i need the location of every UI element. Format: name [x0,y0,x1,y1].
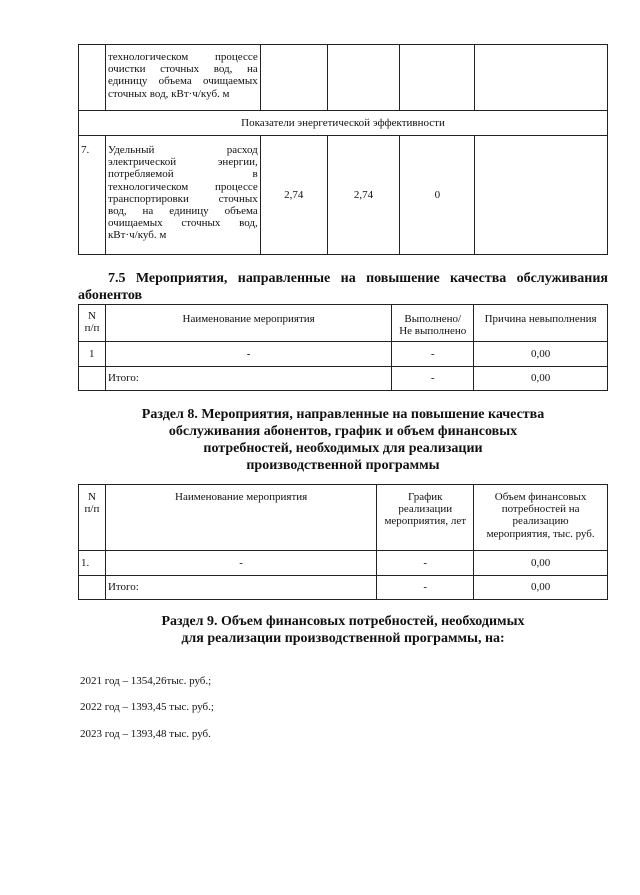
activities-table [78,304,608,391]
text-line: вод, на единицу объема [107,205,258,218]
total-status: - [392,367,474,391]
total-row [79,367,608,391]
column-header-num: N п/п [79,485,106,551]
indicator-name-cell [105,136,260,255]
activity-value: 0,00 [474,551,608,576]
column-header-status: Выполнено/ Не выполнено [392,305,474,342]
year-2021-amount: 2021 год – 1354,26тыс. руб.; [80,675,212,687]
total-value: 0,00 [474,576,608,600]
table-header-row [79,485,608,551]
year-2023-amount: 2023 год – 1393,48 тыс. руб. [80,728,211,740]
table-cell [475,136,608,255]
text-line: сточных вод, кВт·ч/куб. м [107,87,230,100]
table-cell [79,576,106,600]
column-header-schedule: График реализации мероприятия, лет [377,485,474,551]
row-number: 7. [79,136,106,255]
table-row [79,551,608,576]
column-header-name: Наименование мероприятия [105,485,376,551]
row-number: 1. [79,551,106,576]
table-row [79,342,608,367]
text-line: кВт·ч/куб. м [107,229,167,242]
year-2022-amount: 2022 год – 1393,45 тыс. руб.; [80,701,214,713]
table-cell [475,45,608,111]
text-line: потребляемой в [107,168,258,181]
energy-indicators-table [78,44,608,255]
section-8-title: Раздел 8. Мероприятия, направленные на повышение качества обслуживания абонентов, график и объем финансовых потребностей, необходимых для реализации производственной программы [141,407,545,473]
section-9-title: Раздел 9. Объем финансовых потребностей, необходимых для реализации производственной программы, на: [161,614,525,646]
table-cell [327,45,400,111]
activity-name: - [105,551,376,576]
section-heading: Показатели энергетической эффективности [79,111,608,136]
activity-value: 0,00 [474,342,608,367]
text-line: технологическом процессе [107,180,258,193]
column-header-num: N п/п [79,305,106,342]
activity-status: - [392,342,474,367]
table-cell [79,367,106,391]
table-cell [260,45,327,111]
total-label: Итого: [105,367,391,391]
total-row [79,576,608,600]
text-line: очистки сточных вод, на [107,63,258,76]
section-row [79,111,608,136]
table-header-row [79,305,608,342]
value-cell: 0 [400,136,475,255]
total-value: 0,00 [474,367,608,391]
column-header-name: Наименование мероприятия [105,305,391,342]
column-header-volume: Объем финансовых потребностей на реализацию мероприятия, тыс. руб. [474,485,608,551]
text-line: Удельный расход [107,144,258,156]
section-7-5-title-line2: абонентов [78,288,143,303]
value-cell: 2,74 [327,136,400,255]
value-cell: 2,74 [260,136,327,255]
activity-schedule: - [377,551,474,576]
table-cell [400,45,475,111]
row-number: 1 [79,342,106,367]
table-row [79,45,608,111]
section-7-5-title: 7.5 Мероприятия, направленные на повышение качества обслуживания [108,271,608,286]
text-line: электрической энергии, [107,156,258,169]
table-cell [79,45,106,111]
table-row [79,136,608,255]
text-line: транспортировки сточных [107,192,258,205]
financial-needs-table [78,484,608,600]
column-header-reason: Причина невыполнения [474,305,608,342]
text-line: технологическом процессе [107,51,258,63]
indicator-name-cell [105,45,260,111]
activity-name: - [105,342,391,367]
total-label: Итого: [105,576,376,600]
text-line: единицу объема очищаемых [107,75,258,88]
text-line: очищаемых сточных вод, [107,217,258,230]
total-schedule: - [377,576,474,600]
